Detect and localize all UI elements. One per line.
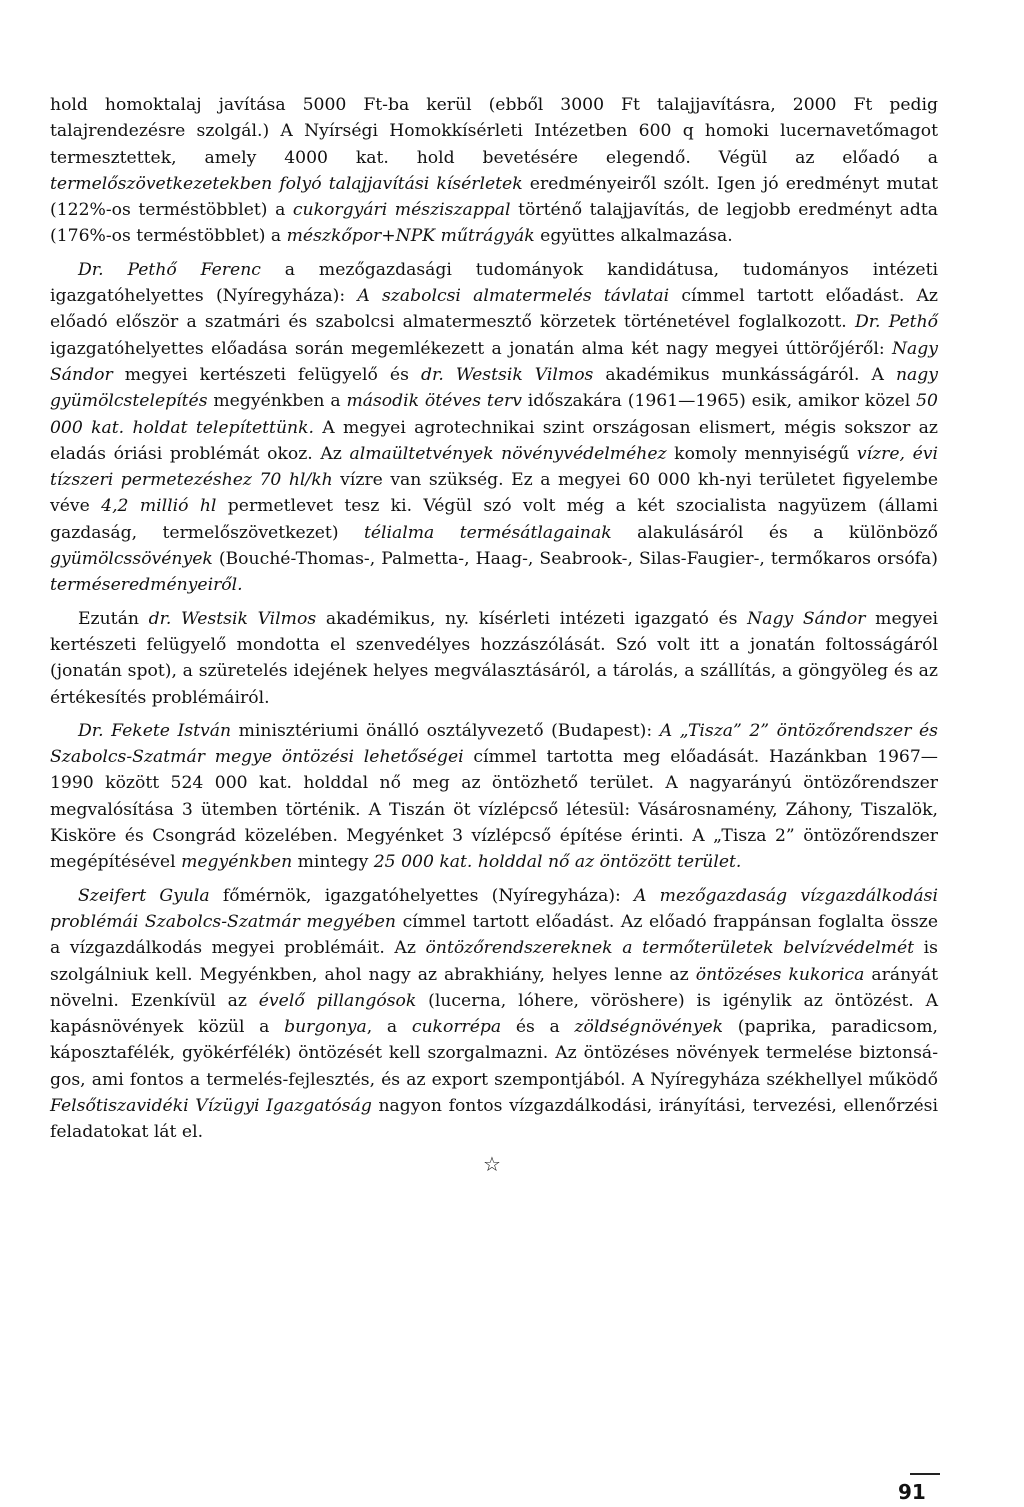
italic-run: mészkőpor+NPK műtrágyák [286,226,535,247]
text-run: időszakára (1961—1965) esik, amikor közel [521,391,917,412]
italic-run: A szabolcsi almatermelés távlatai [357,286,670,307]
text-run: arányát növelni. Ezenkívül az [50,964,939,1011]
text-run: , a [366,1017,412,1038]
italic-run: megyénkben [181,852,293,873]
text-run: együttes alkalmazása. [534,226,733,247]
text-run: megyei kertészeti felügyelő és [112,364,421,385]
italic-run: Felsőtiszavidéki Vízügyi Igazgatóság [50,1095,372,1116]
text-run: történő talajjavítás, de legjobb eredményt adta (176%-os terméstöbblet) a [50,200,938,247]
italic-run: öntözéses kukorica [695,964,865,985]
italic-run: dr. Westsik Vilmos [420,364,594,385]
text-run: mintegy [292,852,374,873]
text-run: is szolgálniuk kell. Megyénkben, ahol nagy az abrakhiány, helyes lenne az [50,938,938,985]
italic-run: nagy gyümölcstelepítés [50,364,939,412]
text-run: címmel tartotta meg előadását. Hazánkban 1967—1990 között 524 000 kat. holddal nő meg az öntözhető terület. A nagyarányú öntözőrendszer megvalósítása 3 ütemben történik. A Tiszán öt vízlépcső létesül: Vásárosnamény, Záhony, Tiszalök, Kisköre és Csongrád közelében. Megyénket 3 vízlépcső építése érinti. A „Tisza 2” öntözőrendszer megépítésével [50,747,938,873]
italic-run: Dr. Fekete István [78,720,232,741]
text-run: eredményeiről szólt. Igen jó eredményt mutat (122%-os terméstöbblet) a [50,173,938,221]
italic-run: 25 000 kat. holddal nő az öntözött terület. [373,852,742,873]
italic-run: öntözőrendszereknek a termőterületek belvízvédelmét [425,938,915,959]
italic-run: Nagy Sándor [50,338,938,385]
text-run: (paprika, paradicsom, káposztafélék, gyökérfélék) öntözését kell szorgalmazni. Az öntözéses növények termelése biztonságos, ami fontos a termelés-fejlesztés, és az export szempontjából. A Nyíregyháza székhellyel működő [50,1017,938,1090]
italic-run: vízre, évi tízszeri permetezéshez 70 hl/kh [50,443,938,491]
text-run: komoly mennyiségű [666,443,857,464]
italic-run: télialma termésátlagainak [363,522,612,543]
text-run: a mezőgazdasági tudományok kandidátusa, tudományos intézeti igazgatóhelyettes (Nyíregyháza): [50,259,938,307]
italic-run: Dr. Pethő [854,312,939,333]
italic-run: dr. Westsik Vilmos [148,608,317,629]
page-number: 91 [898,1480,926,1504]
italic-run: Szeifert Gyula [78,885,210,906]
text-run: megyei kertészeti felügyelő mondotta el szenvedélyes hozzászólását. Szó volt itt a jonatán foltosságáról (jonatán spot), a szüretelés idejének helyes megválasztásáról, a tárolás, a szállítás, a göngyöleg és az értékesítés problémáiról. [50,608,938,708]
text-run: A megyei agrotechnikai szint országosan elismert, mégis sokszor az eladás óriási problémát okoz. Az [50,417,938,464]
paragraph-4 [50,718,938,876]
italic-run: évelő pillangósok [258,990,417,1011]
text-run: alakulásáról és a különböző [611,522,939,543]
italic-run: terméseredményeiről. [50,575,243,596]
italic-run: cukorrépa [411,1017,502,1038]
text-run: igazgatóhelyettes előadása során megemlékezett a jonatán alma két nagy megyei úttörőjéről: [50,338,892,359]
text-run: (lucerna, lóhere, vöröshere) is igénylik az öntözést. A kapásnövények közül a [50,990,938,1038]
italic-run: A mezőgazdaság vízgazdálkodási problémái Szabolcs-Szatmár megyében [50,885,938,932]
paragraph-2 [50,257,938,599]
italic-run: Dr. Pethő Ferenc [78,259,261,280]
italic-run: burgonya [284,1017,367,1038]
text-run: vízre van szükség. Ez a megyei 60 000 kh-nyi területet figyelembe véve [50,470,938,517]
text-run: főmérnök, igazgatóhelyettes (Nyíregyháza): [209,885,635,906]
text-run: nagyon fontos vízgazdálkodási, irányítási, tervezési, ellenőrzési feladatokat lát el. [50,1095,938,1143]
text-run: címmel tartott előadást. Az előadó először a szatmári és szabolcsi almatermesztő körzetek történetével foglalkozott. [50,286,938,333]
text-run: (Bouché-Thomas-, Palmetta-, Haag-, Seabrook-, Silas-Faugier-, termőkaros orsófa) [212,549,938,570]
italic-run: zöldségnövények [574,1017,724,1038]
star-icon: ☆ [483,1151,501,1176]
italic-run: termelőszövetkezetekben folyó talajjavítási kísérletek [50,173,523,194]
text-run: akadémikus, ny. kísérleti intézeti igazgató és [316,608,748,629]
text-run: minisztériumi önálló osztályvezető (Budapest): [231,720,660,741]
text-run: hold homoktalaj javítása 5000 Ft-ba kerül (ebből 3000 Ft talajjavításra, 2000 Ft pedig talajrendezésre szolgál.) A Nyírségi Homokkísérleti Intézetben 600 q homoki lucernavetőmagot termesztettek, amely 4000 kat. hold bevetésére elegendő. Végül az előadó a [50,95,938,168]
italic-run: cukorgyári mésziszappal [292,200,511,221]
article-body [50,92,938,1146]
italic-run: A „Tisza” 2” öntözőrendszer és Szabolcs-Szatmár megye öntözési lehetőségei [50,720,938,768]
text-run: akadémikus munkásságáról. A [593,364,896,385]
paragraph-5 [50,883,938,1146]
italic-run: 4,2 millió hl [101,496,217,517]
italic-run: Nagy Sándor [747,608,866,629]
text-run: permetlevet tesz ki. Végül szó volt még a két szocialista nagyüzem (állami gazdaság, termelőszövetkezet) [50,496,938,543]
italic-run: gyümölcssövények [50,549,213,570]
text-run: és a [501,1017,575,1038]
paragraph-1 [50,92,938,250]
text-run: megyénkben a [207,391,347,412]
italic-run: második ötéves terv [346,391,522,412]
italic-run: 50 000 kat. holdat telepítettünk. [50,391,938,438]
paragraph-3 [50,606,938,711]
text-run: címmel tartott előadást. Az előadó frappánsan foglalta össze a vízgazdálkodás megyei problémáit. Az [50,911,938,959]
text-run: Ezután [78,608,149,629]
italic-run: almaültetvények növényvédelméhez [349,443,667,464]
footer-rule [910,1473,940,1475]
